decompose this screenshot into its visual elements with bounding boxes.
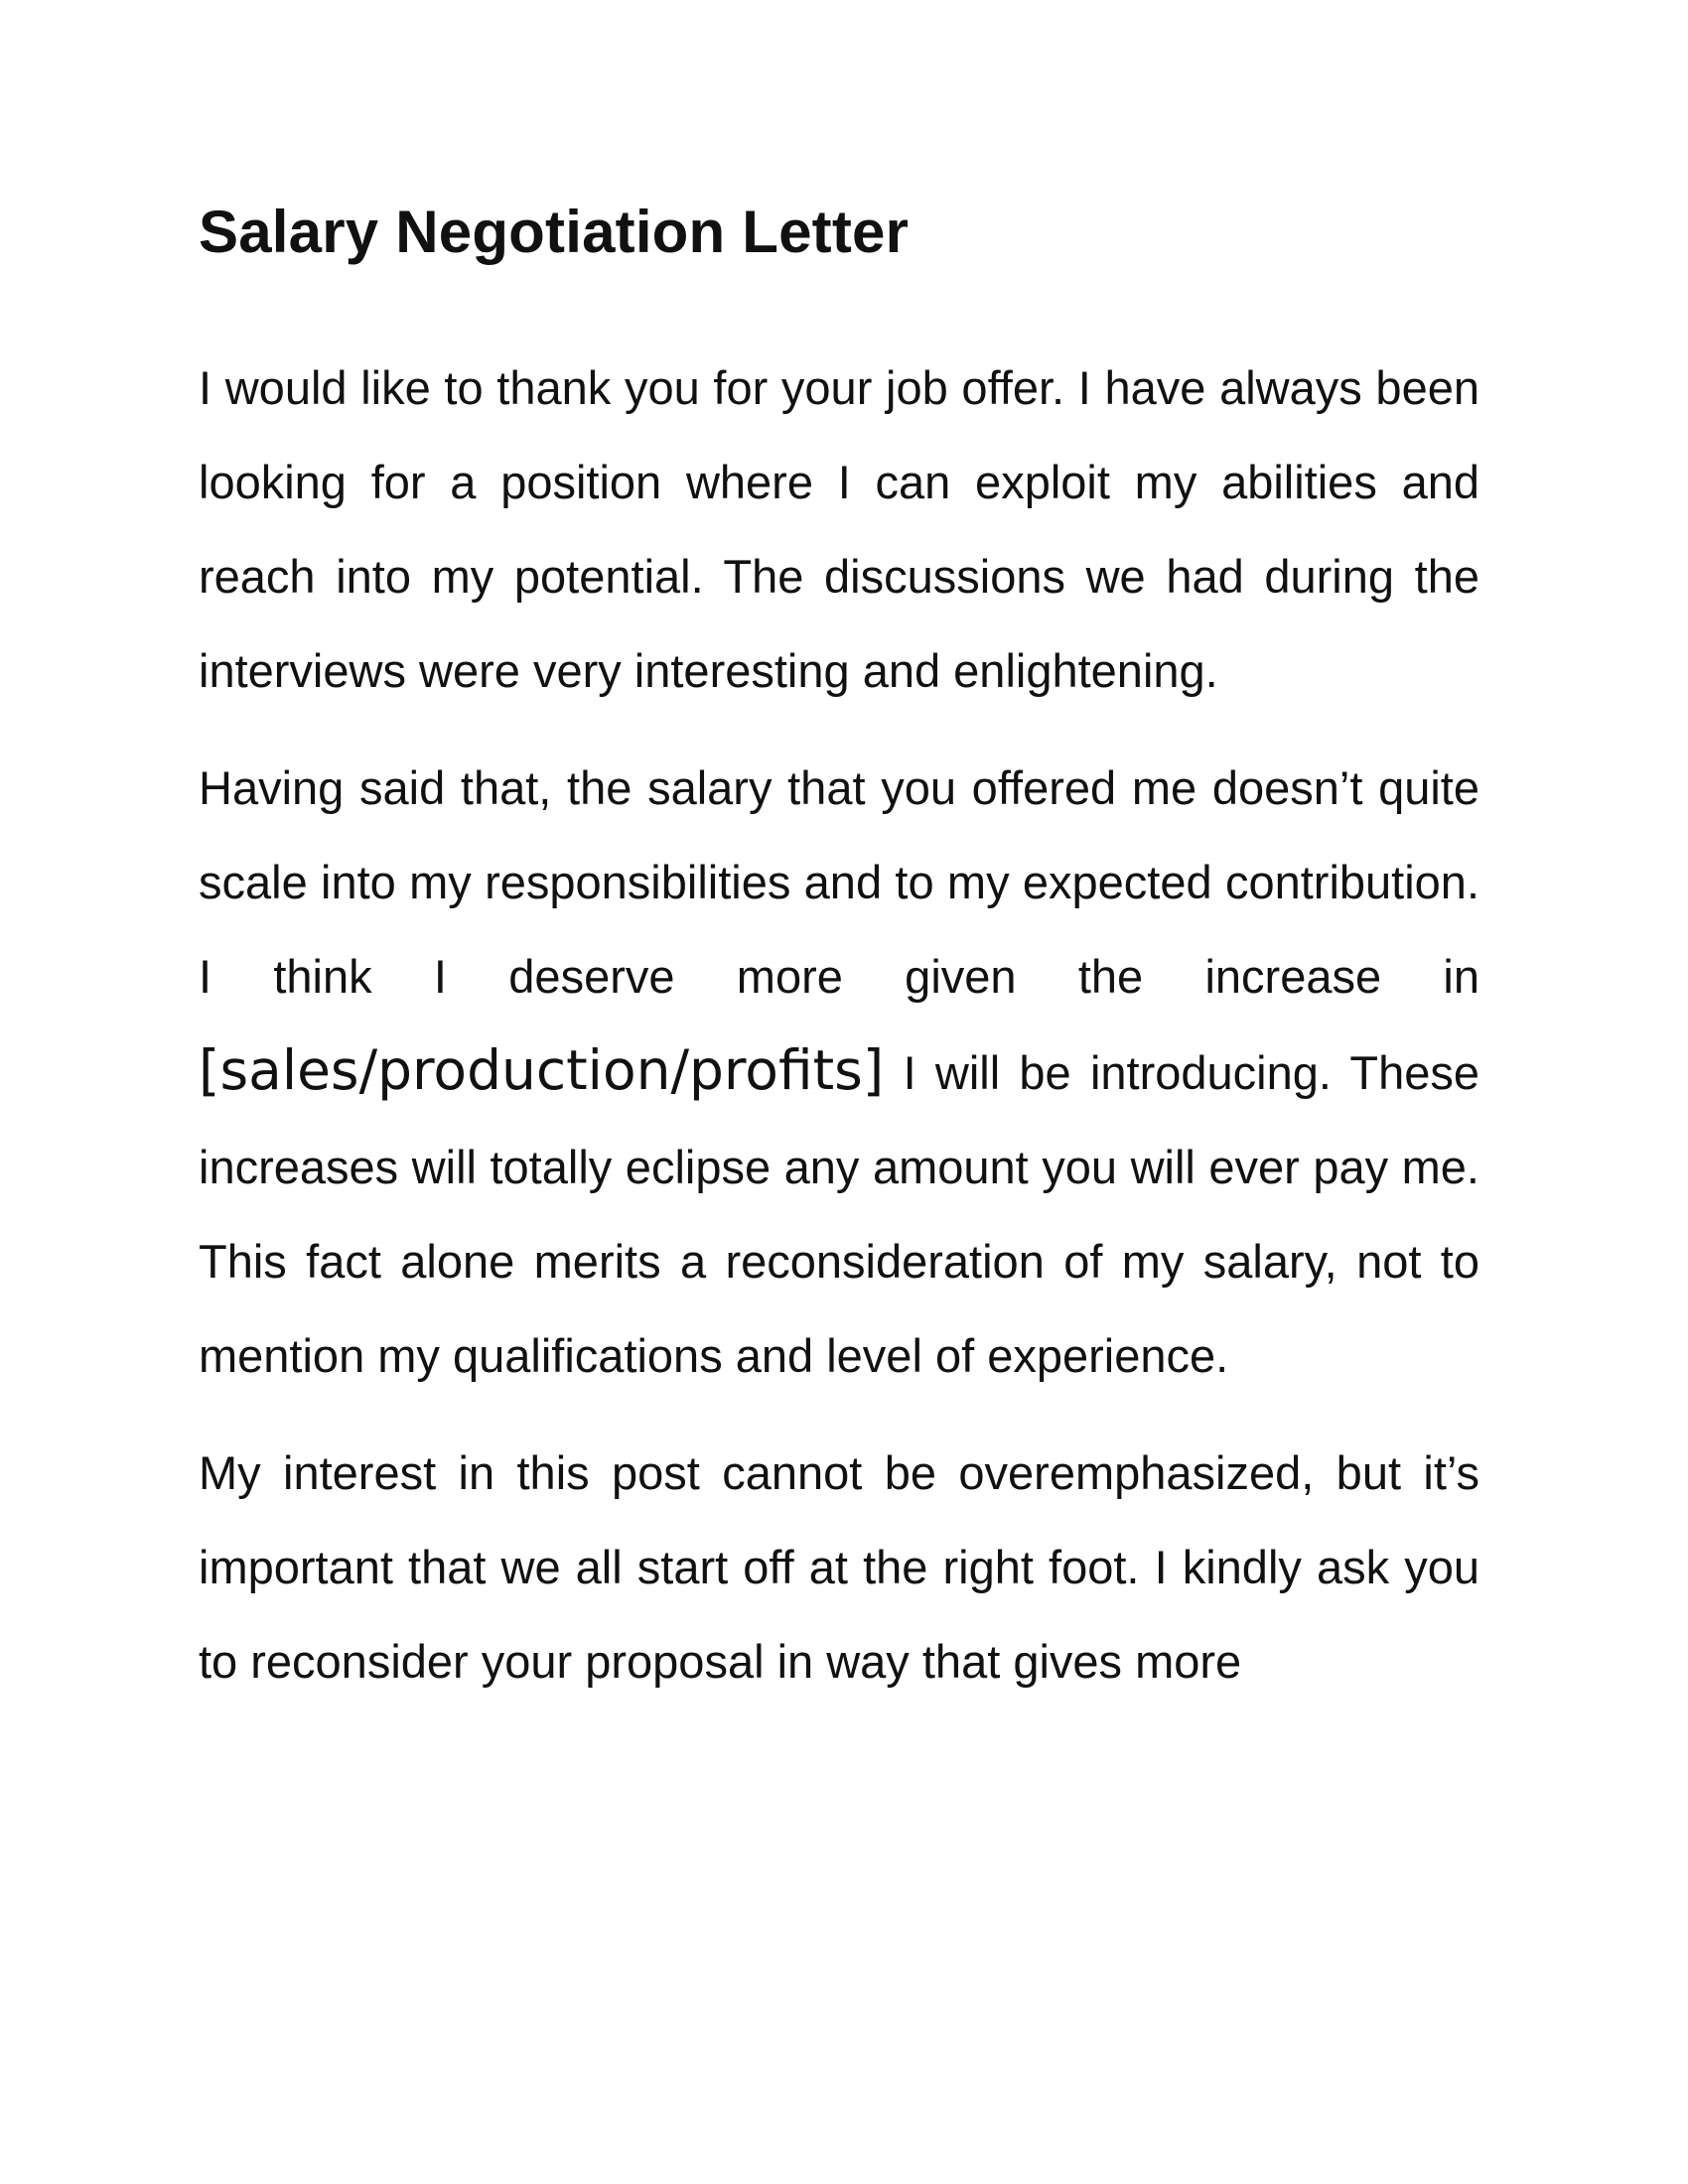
- paragraph-salary-text-end: I will be introducing. These increases will totally eclipse any amount you will ever pay me. This fact alone merits a reconsideration of my salary, not to mention my qualifications and level of experience.: [199, 1046, 1480, 1382]
- placeholder-sales-production-profits: [sales/production/profits]: [199, 1038, 885, 1102]
- paragraph-thanks: I would like to thank you for your job offer. I have always been looking for a position where I can exploit my abilities and reach into my potential. The discussions we had during the interviews were very interesting and enlightening.: [199, 361, 1479, 697]
- paragraph-request: My interest in this post cannot be overemphasized, but it’s important that we all start off at the right foot. I kindly ask you to reconsider your proposal in way that gives more: [199, 1446, 1479, 1688]
- document-title: Salary Negotiation Letter: [199, 199, 910, 265]
- paragraph-salary: [199, 741, 1479, 1403]
- paragraph-salary-text-start: Having said that, the salary that you offered me doesn’t quite scale into my responsibilities and to my expected contribution. I think I deserve more given the increase in: [199, 761, 1479, 1003]
- letter-body: [199, 341, 1479, 1731]
